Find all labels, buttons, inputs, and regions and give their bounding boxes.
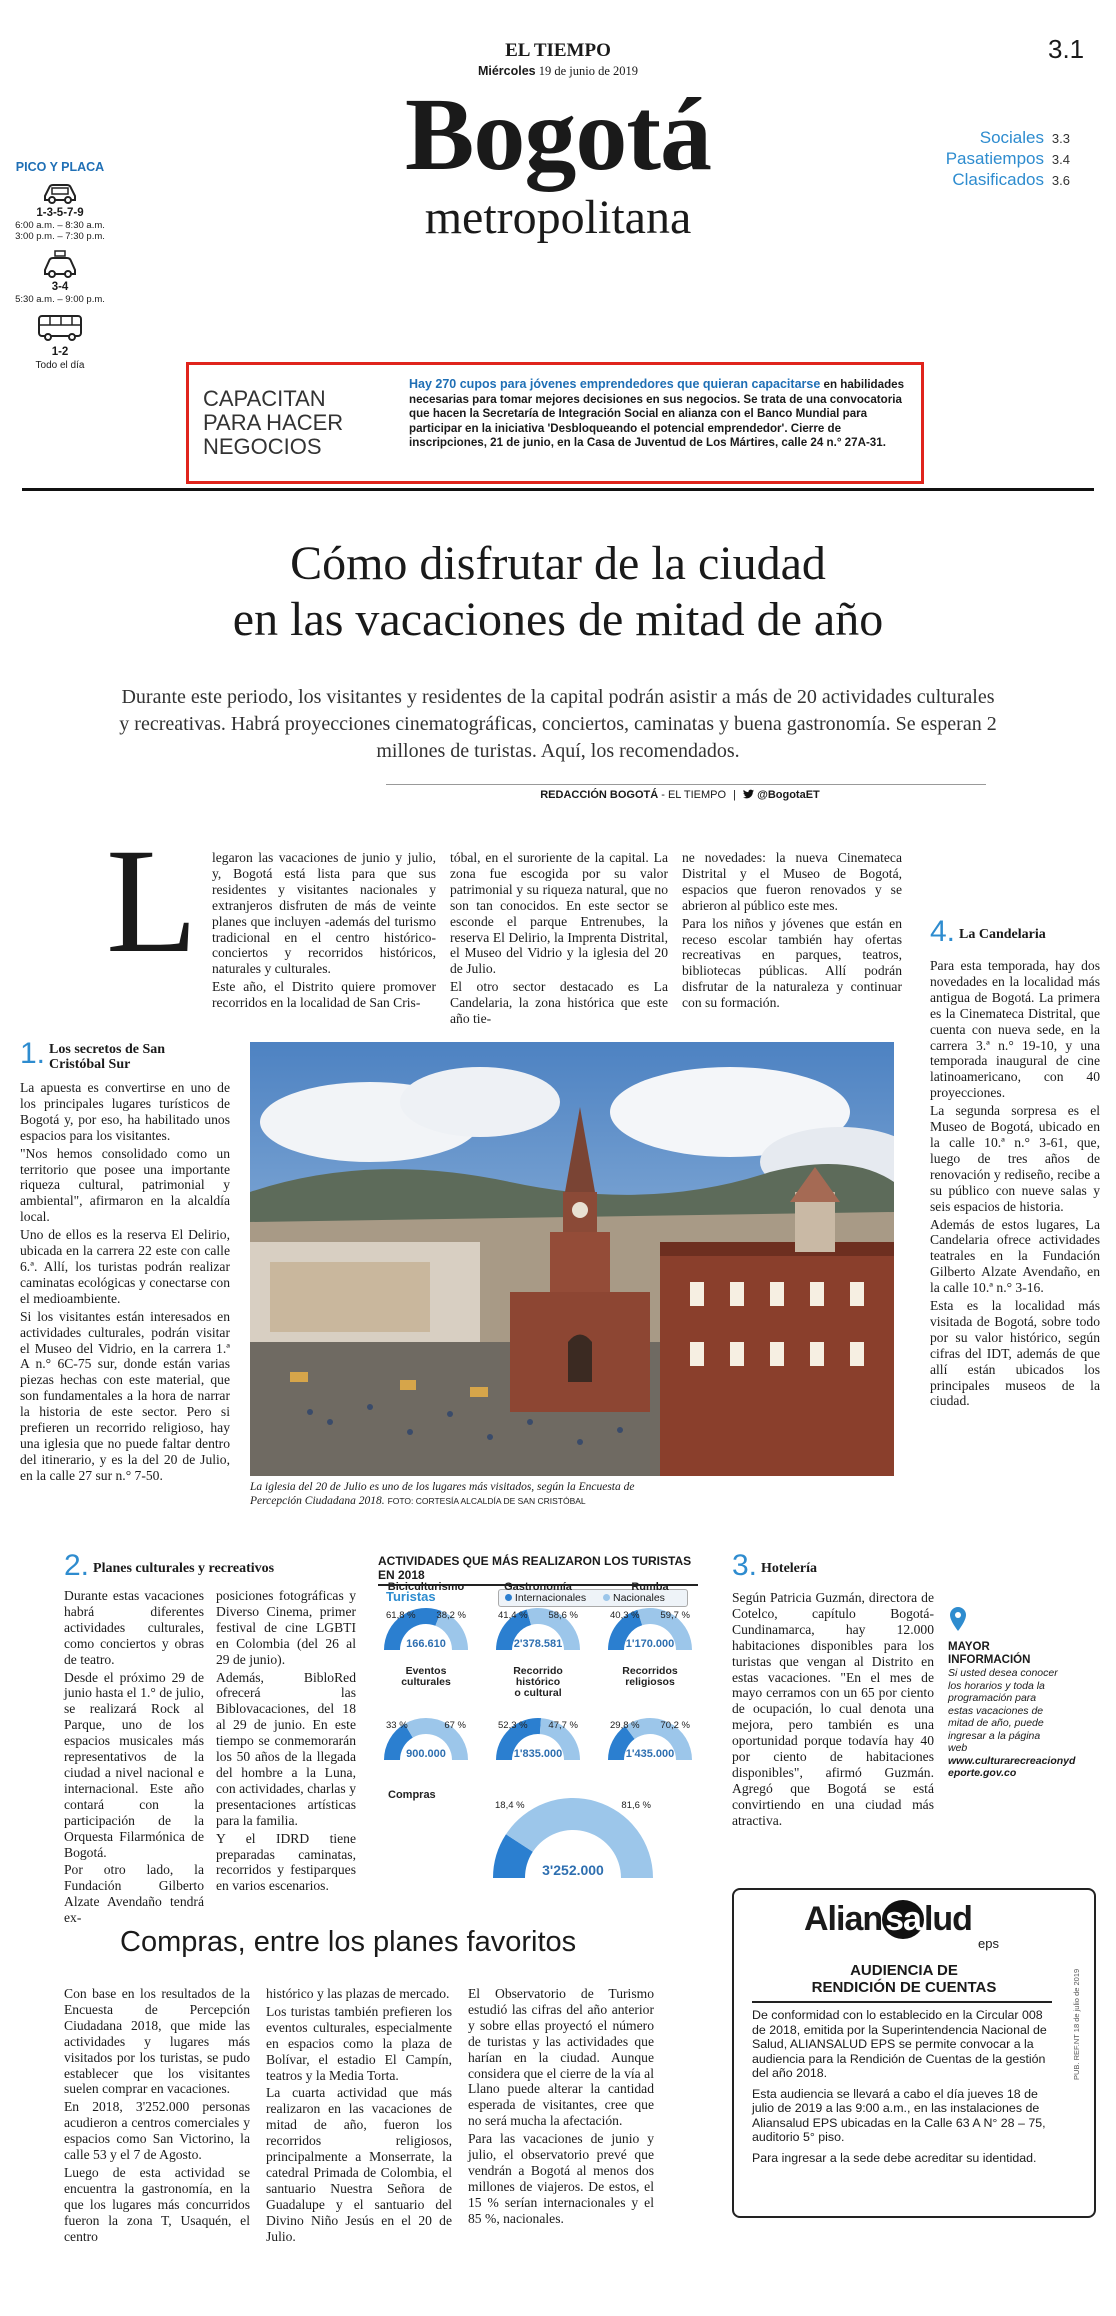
index-item-label: Clasificados <box>952 170 1044 189</box>
gauge-category-label: o cultural <box>514 1687 562 1699</box>
byline-twitter[interactable]: @BogotaET <box>757 789 820 801</box>
gauge-category-label: Recorridos <box>622 1665 678 1677</box>
more-info-body: Si usted desea conocer los horarios y toda la programación para estas vacaciones de mitad de año, puede ingresar a la página web <box>948 1667 1058 1754</box>
byline-outlet: - EL TIEMPO <box>661 789 727 801</box>
compras-p2: histórico y las plazas de mercado. <box>266 1986 450 2001</box>
gauge-total: 2'378.581 <box>513 1638 563 1650</box>
car-plates: 1-3-5-7-9 <box>36 207 84 219</box>
headline-line-1: Cómo disfrutar de la ciudad <box>290 537 826 590</box>
intro-p3b: Para los niños y jóvenes que están en receso escolar también hay ofertas recreativas en parques, teatros, bibliotecas públicas. Allí podrán disfrutar de la naturaleza y continuar con su formación. <box>682 915 902 1011</box>
section-index <box>946 128 1070 191</box>
section-2-number: 2. <box>64 1549 90 1582</box>
section-3-head <box>732 1549 932 1582</box>
ad-title <box>734 1962 1074 1996</box>
section-2-head <box>64 1549 364 1582</box>
page-number: 3.1 <box>1048 34 1085 64</box>
ad-p1: De conformidad con lo establecido en la Circular 008 de 2018, emitida por la Superintendencia Nacional de Salud, ALIANSALUD EPS se permite convocar a la audiencia para la Rendición de Cuentas de la gestión del año 2018. <box>752 2008 1047 2080</box>
dek: Durante este periodo, los visitantes y residentes de la capital podrán asistir a más de 20 actividades culturales y recreativas. Habrá proyecciones cinematográficas, conciertos, caminatas y buena gastronomía. Se esperan 2 millones de turistas. Aquí, los recomendados. <box>119 686 997 762</box>
gauge-nacionales-pct: 67 % <box>444 1720 466 1731</box>
ad-title-line-2: RENDICIÓN DE CUENTAS <box>811 1979 997 1996</box>
intro-p1: legaron las vacaciones de junio y julio, y, Bogotá está lista para que sus residentes y visitantes nacionales y extranjeros disfruten de más de veinte planes que incluyen -además del turismo tradicional en el centro histórico- conciertos y recorridos históricos, naturales y culturales. <box>212 850 436 977</box>
gauge-category-label: Recorrido <box>513 1665 563 1677</box>
section-2-a2: Desde el próximo 29 de junio hasta el 1.° de julio, se realizará Rock al Parque, uno de los espacios musicales más representativos de la ciudad a nivel nacional e internacional. Este año contará con la participación de la Orquesta Filarmónica de Bogotá. <box>64 1669 204 1860</box>
gauge-total: 166.610 <box>406 1638 446 1650</box>
section-3-body: Según Patricia Guzmán, directora de Cotelco, capítulo Bogotá-Cundinamarca, hay 12.000 habitaciones disponibles para los turistas que vengan al Distrito en estas vacaciones. "En el mes de mayo cerramos con un 65 por ciento de ocupación, lo cual denota una mejora, pero también es una oportunidad porque todavía hay 40 por ciento de habitaciones disponibles", afirmó Guzmán. Agregó que Bogotá se está convirtiendo en una ciudad más atractiva. <box>732 1590 934 1828</box>
photo-caption <box>250 1480 680 1508</box>
section-4-p3: Además de estos lugares, La Candelaria ofrece actividades teatrales en la Fundación Gilberto Alzate Avendaño, en la calle 10.ª n.° 3-16. <box>930 1216 1100 1296</box>
gauge-category-label: Rumba <box>631 1581 669 1593</box>
drop-cap: L <box>106 818 198 984</box>
compras-title: Compras, entre los planes favoritos <box>120 1926 577 1958</box>
intro-col-1 <box>212 850 436 1013</box>
gauge-internacionales-pct: 61,8 % <box>386 1610 416 1621</box>
byline: REDACCIÓN BOGOTÁ - EL TIEMPO | @BogotaET <box>540 789 820 801</box>
index-item-label: Pasatiempos <box>945 149 1044 168</box>
compras-p1: Con base en los resultados de la Encuesta de Percepción Ciudadana 2018, que mide las actividades y lugares más visitados por los turistas, se pudo establecer que los visitantes suelen comprar en vacaciones. <box>64 1986 250 2097</box>
section-3-number: 3. <box>732 1549 758 1582</box>
gauge-total: 1'435.000 <box>625 1748 675 1760</box>
section-1-body <box>20 1080 230 1486</box>
intro-col-2 <box>450 850 668 1029</box>
infographic <box>378 1554 698 1898</box>
promo-body: en habilidades necesarias para tomar mejores decisiones en sus negocios. Se trata de una convocatoria que hacen la Secretaría de Integración Social en alianza con el Banco Mundial para participar en la iniciativa 'Desbloqueando el potencial emprendedor'. Cierre de inscripciones, 21 de junio, en la Casa de Juventud de Los Mártires, calle 24 n.° 27A-31. <box>409 378 905 449</box>
gauge-internacionales-pct: 52,3 % <box>498 1720 528 1731</box>
section-3-title: Hotelería <box>761 1561 818 1576</box>
gauge-nacionales-pct: 38,2 % <box>436 1610 466 1621</box>
gauge-internacionales-pct: 41,4 % <box>498 1610 528 1621</box>
gauge-total: 900.000 <box>406 1748 446 1760</box>
headline <box>0 536 1116 648</box>
church-photo-illustration <box>250 1042 894 1476</box>
section-2-b1: posiciones fotográficas y Diverso Cinema, primer festival de cine LGBTI en Colombia (del 26 al 29 de junio). <box>216 1588 356 1667</box>
gauge-internacionales-pct: 33 % <box>386 1720 408 1731</box>
gauge-category-label: Gastronomía <box>504 1581 572 1593</box>
byline-rule <box>386 784 986 785</box>
index-item[interactable] <box>946 149 1070 170</box>
gauge-nacionales-pct: 81,6 % <box>621 1800 651 1811</box>
gauge-nacionales-pct: 59,7 % <box>660 1610 690 1621</box>
bus-plates: 1-2 <box>51 346 69 358</box>
more-info-url[interactable]: www.culturarecreacionydeporte.gov.co <box>948 1754 1076 1779</box>
ad-side-text: PUB. REF.NT 18 de julio de 2019 <box>1072 1968 1081 2080</box>
section-4-body <box>930 958 1100 1411</box>
section-subtitle: metropolitana <box>424 191 692 244</box>
section-1-head <box>20 1037 230 1072</box>
gauge-total: 3'252.000 <box>542 1862 604 1878</box>
promo-box <box>186 362 924 484</box>
index-item[interactable] <box>946 128 1070 149</box>
more-info-box <box>948 1606 1100 1780</box>
index-item[interactable] <box>946 170 1070 191</box>
bus-icon <box>36 313 84 343</box>
section-4-head <box>930 915 1100 948</box>
compras-p2c: La cuarta actividad que más realizaron en las vacaciones de mitad de año, fueron los recorridos religiosos, principalmente a Monserrate, la catedral Primada de Colombia, el santuario Nuestra Señora de Guadalupe y el santuario del Divino Niño Jesús en el 20 de Julio. <box>266 2085 452 2244</box>
chart-subtitle: Turistas <box>386 1589 436 1604</box>
compras-p3b: Para las vacaciones de junio y julio, el observatorio prevé que vendrán a Bogotá al menos dos millones de viajeros. De estos, el 15 % serían internacionales y el 85 %, nacionales. <box>468 2131 654 2226</box>
section-1-number: 1. <box>20 1037 46 1070</box>
section-2-b2: Además, BibloRed ofrecerá las Biblovacaciones, del 18 al 29 de junio. En este tiempo se conmemorarán los 50 años de la llegada del hombre a la Luna, con actividades, charlas y presentaciones artísticas para la familia. <box>216 1669 356 1828</box>
intro-p3: ne novedades: la nueva Cinemateca Distrital y el Museo de Bogotá, espacios que fueron renovados y se abrieron al público este mes. <box>682 850 902 913</box>
section-2-col-b <box>216 1588 356 1896</box>
gauge-category-label: culturales <box>401 1676 451 1688</box>
compras-col-3 <box>468 1986 654 2229</box>
car-hours-1: 6:00 a.m. – 8:30 a.m. <box>15 220 105 231</box>
intro-p1b: Este año, el Distrito quiere promover recorridos en la localidad de San Cris- <box>212 979 436 1011</box>
section-4-p2: La segunda sorpresa es el Museo de Bogotá, ubicado en la calle 10.ª n.° 3-61, que, luego de tres años de renovación y rediseño, recibe a su público con nueve salas y seis espacios de historia. <box>930 1103 1100 1214</box>
section-1-title: Los secretos de San Cristóbal Sur <box>49 1042 166 1072</box>
church-photo <box>250 1042 894 1476</box>
gauge-category-label: Eventos <box>405 1665 447 1677</box>
compras-p1c: Luego de esta actividad se encuentra la gastronomía, en la que los lugares más concurridos fueron la zona T, Usaquén, el centro <box>64 2164 250 2244</box>
headline-line-2: en las vacaciones de mitad de año <box>232 593 884 646</box>
chart-gauges <box>378 1576 698 1898</box>
intro-p2b: El otro sector destacado es La Candelaria, la zona histórica que este año tie- <box>450 979 668 1027</box>
more-info-title: MAYOR INFORMACIÓN <box>948 1641 1031 1666</box>
intro-col-3 <box>682 850 902 1013</box>
masthead-date-rest: 19 de junio de 2019 <box>538 64 639 78</box>
gauge-total: 1'835.000 <box>513 1748 563 1760</box>
ad-p3: Para ingresar a la sede debe acreditar su identidad. <box>752 2150 1037 2165</box>
twitter-icon <box>743 789 754 799</box>
pico-placa-title: PICO Y PLACA <box>15 160 105 174</box>
compras-p2b: Los turistas también prefieren los eventos culturales, especialmente en espacios como la plaza de Bolívar, el estadio El Campín, teatros y la Media Torta. <box>266 2003 452 2083</box>
photo-caption-text: La iglesia del 20 de Julio es uno de los lugares más visitados, según la Encuesta de Percepción Ciudadana 2018. <box>250 1481 635 1507</box>
car-hours-2: 3:00 p.m. – 7:30 p.m. <box>15 231 105 242</box>
car-icon <box>41 180 79 204</box>
masthead-rule <box>22 488 1094 491</box>
taxi-plates: 3-4 <box>51 281 69 293</box>
gauge-internacionales-pct: 40,3 % <box>610 1610 640 1621</box>
section-2-b3: Y el IDRD tiene preparadas caminatas, recorridos y festiparques en varios escenarios. <box>216 1830 356 1894</box>
index-item-page: 3.3 <box>1051 131 1070 146</box>
index-item-page: 3.4 <box>1051 152 1070 167</box>
taxi-icon <box>41 250 79 278</box>
section-1-p4: Si los visitantes están interesados en actividades culturales, podrán visitar el Museo del Vidrio, en la carrera 1.ª A n.° 6C-75 sur, donde están varias piezas hechas con este material, que son fundamentales a la hora de narrar la historia de este sector. Pero si prefieren un recorrido religioso, hay una iglesia que no puede faltar dentro del itinerario, y es la del 20 de Julio, en la calle 27 sur n.° 7-50. <box>20 1308 230 1483</box>
promo-text <box>409 377 909 451</box>
section-1-p2: "Nos hemos consolidado como un territorio que posee una importante riqueza cultural, patrimonial y ambiental", afirmaron en la alcaldía local. <box>20 1145 230 1225</box>
ad-title-line-1: AUDIENCIA DE <box>850 1962 958 1979</box>
masthead-paper-name: EL TIEMPO <box>505 40 611 61</box>
gauge-total: 1'170.000 <box>625 1638 675 1650</box>
location-pin-icon <box>948 1606 968 1632</box>
gauge-category-label: Compras <box>388 1789 436 1801</box>
gauge-category-label: religiosos <box>625 1676 675 1688</box>
compras-col-1 <box>64 1986 250 2247</box>
bus-hours: Todo el día <box>35 360 85 371</box>
compras-col-2 <box>266 1986 452 2247</box>
gauge-nacionales-pct: 47,7 % <box>548 1720 578 1731</box>
promo-lead: Hay 270 cupos para jóvenes emprendedores que quieran capacitarse <box>409 377 821 391</box>
aliansalud-logo <box>804 1900 972 1939</box>
logo-part-1: Alian <box>804 1900 883 1938</box>
section-2-col-a <box>64 1588 204 1928</box>
section-2-title: Planes culturales y recreativos <box>93 1561 275 1576</box>
intro-p2: tóbal, en el suroriente de la capital. La zona fue escogida por su valor patrimonial y su riqueza natural, que no son tan conocidos. En este sector se esconde el parque Entrenubes, la reserva El Delirio, la Imprenta Distrital, el Museo del Vidrio y la iglesia del 20 de Julio. <box>450 850 668 977</box>
gauge-internacionales-pct: 18,4 % <box>495 1800 525 1811</box>
taxi-hours: 5:30 a.m. – 9:00 p.m. <box>15 294 105 305</box>
gauge-category-label: Biciculturismo <box>387 1581 465 1593</box>
section-4-number: 4. <box>930 915 956 948</box>
ad-p2: Esta audiencia se llevará a cabo el día jueves 18 de julio de 2019 a las 9:00 a.m., en las instalaciones de Aliansalud EPS ubicadas en la Calle 63 A N° 28 – 75, auditorio 5° piso. <box>752 2086 1046 2144</box>
promo-title: CAPACITAN PARA HACER NEGOCIOS <box>203 386 344 459</box>
section-4-p4: Esta es la localidad más visitada de Bogotá, sobre todo por su valor histórico, según cifras del IDT, además de que allí están ubicados los principales museos de la ciudad. <box>930 1298 1100 1409</box>
aliansalud-logo-eps: eps <box>978 1936 999 1951</box>
compras-p3: El Observatorio de Turismo estudió las cifras del año anterior y sobre ellas proyectó el número de turistas y las actividades que harían en la ciudad. Aunque considera que el cierre de la vía al Llano puede alterar la cantidad esperada de visitantes, cree que no será mucha la afectación. <box>468 1986 654 2129</box>
legend-label-internacionales: Internacionales <box>514 1592 587 1604</box>
index-item-page: 3.6 <box>1051 173 1070 188</box>
section-4-title: La Candelaria <box>959 927 1046 942</box>
section-4-p1: Para esta temporada, hay dos novedades en la localidad más antigua de Bogotá. La primera es la Cinemateca Distrital, que cuenta con nueva sede, en la carrera 3.ª n.° 19-10, y una temporada inaugural de cine latinoamericano, con 40 proyecciones. <box>930 958 1100 1101</box>
gauge-nacionales-pct: 58,6 % <box>548 1610 578 1621</box>
compras-p1b: En 2018, 3'252.000 personas acudieron a centros comerciales y espacios como San Victorino, la calle 53 y el 7 de Agosto. <box>64 2099 250 2163</box>
section-1-p3: Uno de ellos es la reserva El Delirio, ubicada en la carrera 22 este con calle 6.ª. Allí, los turistas podrán realizar caminatas ecológicas y conectarse con el medioambiente. <box>20 1227 230 1306</box>
section-2-a3: Por otro lado, la Fundación Gilberto Alzate Avendaño tendrá ex- <box>64 1862 204 1926</box>
ad-body <box>752 2008 1052 2165</box>
logo-part-3: lud <box>923 1900 972 1938</box>
section-2-a1: Durante estas vacaciones habrá diferentes actividades culturales, como conciertos y obras de teatro. <box>64 1588 204 1667</box>
logo-part-2: sa <box>882 1900 924 1939</box>
masthead-date-day: Miércoles <box>477 64 536 78</box>
section-1-p1: La apuesta es convertirse en uno de los principales lugares turísticos de Bogotá y, por eso, ha habilitado unos espacios para los visitantes. <box>20 1080 230 1143</box>
byline-author: REDACCIÓN BOGOTÁ <box>540 789 659 801</box>
gauge-category-label: histórico <box>515 1676 561 1688</box>
gauge-internacionales-pct: 29,8 % <box>610 1720 640 1731</box>
index-item-label: Sociales <box>979 128 1044 147</box>
chart-title: ACTIVIDADES QUE MÁS REALIZARON LOS TURISTAS EN 2018 <box>378 1554 698 1586</box>
aliansalud-ad <box>732 1888 1096 2218</box>
section-title: Bogotá <box>405 77 711 192</box>
gauge-nacionales-pct: 70,2 % <box>660 1720 690 1731</box>
pico-placa-box <box>14 160 106 373</box>
photo-credit: FOTO: CORTESÍA ALCALDÍA DE SAN CRISTÓBAL <box>387 1496 586 1506</box>
legend-label-nacionales: Nacionales <box>612 1592 665 1604</box>
